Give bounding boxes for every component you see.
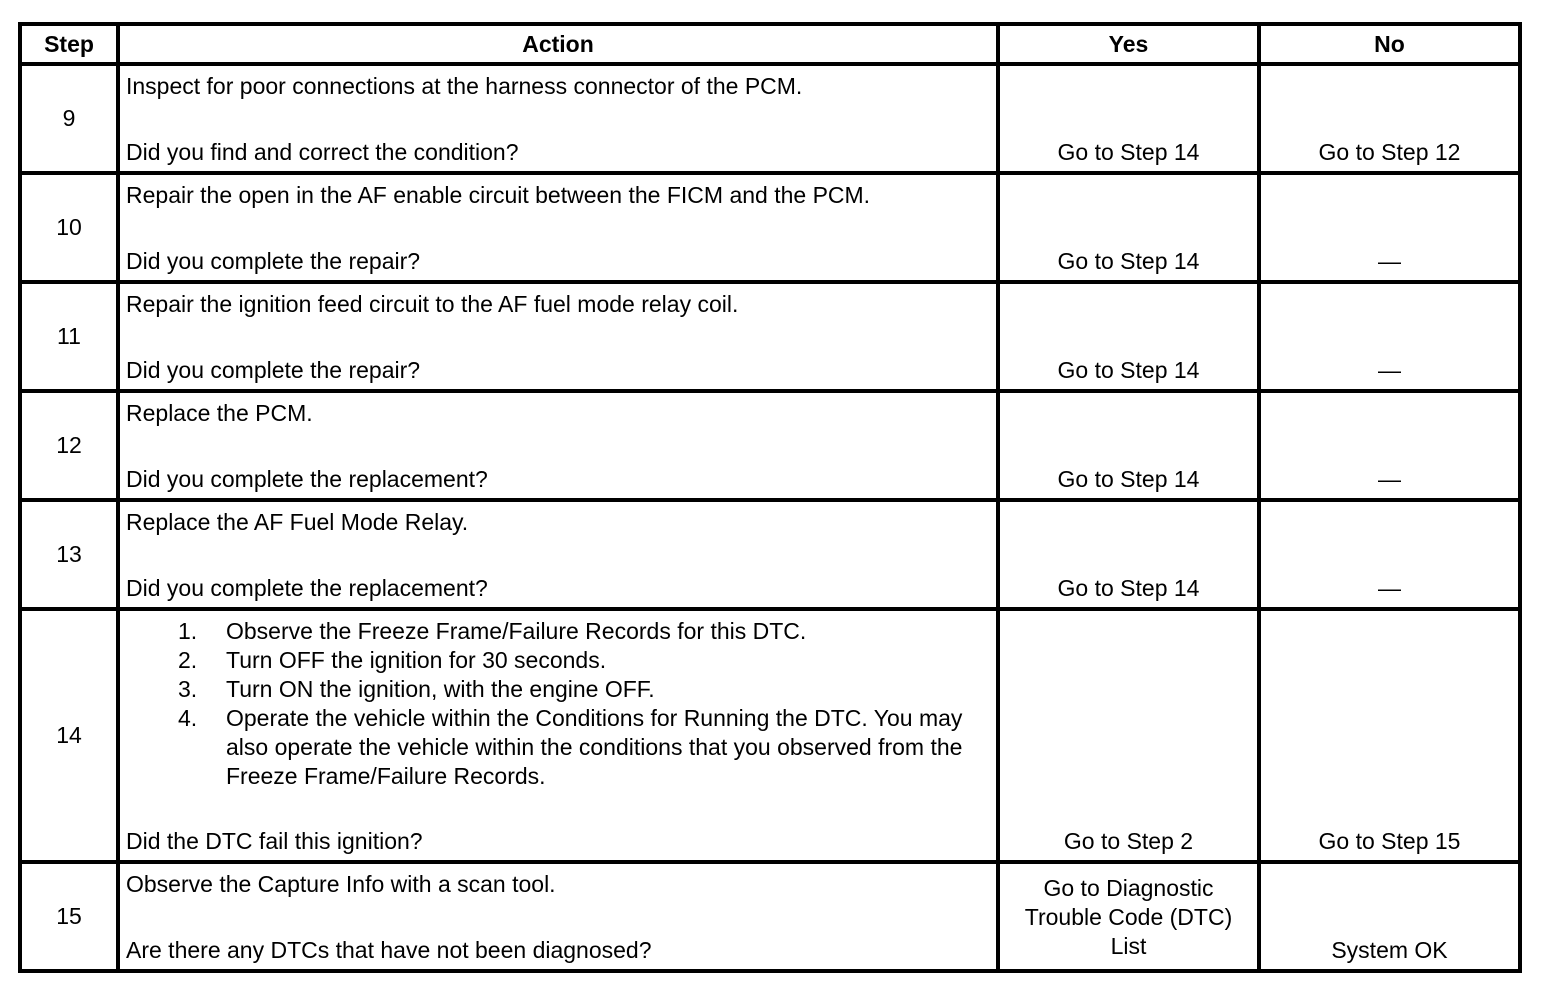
- action-text: Inspect for poor connections at the harness connector of the PCM.: [126, 73, 803, 99]
- no-result: Go to Step 15: [1259, 609, 1520, 862]
- step-number: 10: [20, 173, 118, 282]
- action-question: Did you complete the replacement?: [126, 575, 488, 601]
- table-row: [20, 282, 1520, 391]
- step-number: 11: [20, 282, 118, 391]
- action-question: Did you find and correct the condition?: [126, 139, 519, 165]
- substep-item: Operate the vehicle within the Conditions for Running the DTC. You may also operate the vehicle within the conditions that you observed from the Freeze Frame/Failure Records.: [226, 705, 963, 789]
- header-step: Step: [20, 24, 118, 64]
- yes-result: [998, 862, 1259, 971]
- table-row: [20, 391, 1520, 500]
- action-text: Replace the AF Fuel Mode Relay.: [126, 509, 469, 535]
- no-result: Go to Step 12: [1259, 64, 1520, 173]
- no-result: —: [1259, 173, 1520, 282]
- action-question: Are there any DTCs that have not been diagnosed?: [126, 937, 652, 963]
- header-no: No: [1259, 24, 1520, 64]
- yes-result: Go to Step 14: [998, 391, 1259, 500]
- table-row: [20, 862, 1520, 971]
- step-number: 13: [20, 500, 118, 609]
- action-text: Repair the open in the AF enable circuit between the FICM and the PCM.: [126, 182, 871, 208]
- substep-item: Observe the Freeze Frame/Failure Records for this DTC.: [226, 618, 807, 644]
- step-number: 12: [20, 391, 118, 500]
- yes-result-text: Go to Diagnostic Trouble Code (DTC) List: [1024, 875, 1233, 959]
- action-cell: [118, 64, 998, 173]
- step-number: 15: [20, 862, 118, 971]
- action-cell: [118, 391, 998, 500]
- diagnostic-steps-table: [18, 22, 1522, 973]
- substep-list: [126, 617, 990, 791]
- step-number: 9: [20, 64, 118, 173]
- no-result: —: [1259, 391, 1520, 500]
- table-row: [20, 500, 1520, 609]
- yes-result: Go to Step 14: [998, 173, 1259, 282]
- yes-result: Go to Step 14: [998, 64, 1259, 173]
- header-yes: Yes: [998, 24, 1259, 64]
- substep-item: Turn OFF the ignition for 30 seconds.: [226, 647, 607, 673]
- action-text: Observe the Capture Info with a scan tool.: [126, 871, 556, 897]
- action-text: Repair the ignition feed circuit to the AF fuel mode relay coil.: [126, 291, 739, 317]
- action-cell: [118, 282, 998, 391]
- yes-result: Go to Step 14: [998, 500, 1259, 609]
- table-row: [20, 64, 1520, 173]
- header-row: [20, 24, 1520, 64]
- action-cell: [118, 173, 998, 282]
- action-question: Did you complete the repair?: [126, 357, 421, 383]
- action-question: Did you complete the replacement?: [126, 466, 488, 492]
- no-result: System OK: [1259, 862, 1520, 971]
- no-result: —: [1259, 500, 1520, 609]
- action-cell: [118, 862, 998, 971]
- table-row: [20, 173, 1520, 282]
- action-cell: [118, 609, 998, 862]
- no-result: —: [1259, 282, 1520, 391]
- action-question: Did you complete the repair?: [126, 248, 421, 274]
- yes-result: Go to Step 14: [998, 282, 1259, 391]
- yes-result: Go to Step 2: [998, 609, 1259, 862]
- action-question: Did the DTC fail this ignition?: [126, 828, 423, 854]
- step-number: 14: [20, 609, 118, 862]
- action-cell: [118, 500, 998, 609]
- table-row: [20, 609, 1520, 862]
- action-text: Replace the PCM.: [126, 400, 313, 426]
- substep-item: Turn ON the ignition, with the engine OFF.: [226, 676, 655, 702]
- header-action: Action: [118, 24, 998, 64]
